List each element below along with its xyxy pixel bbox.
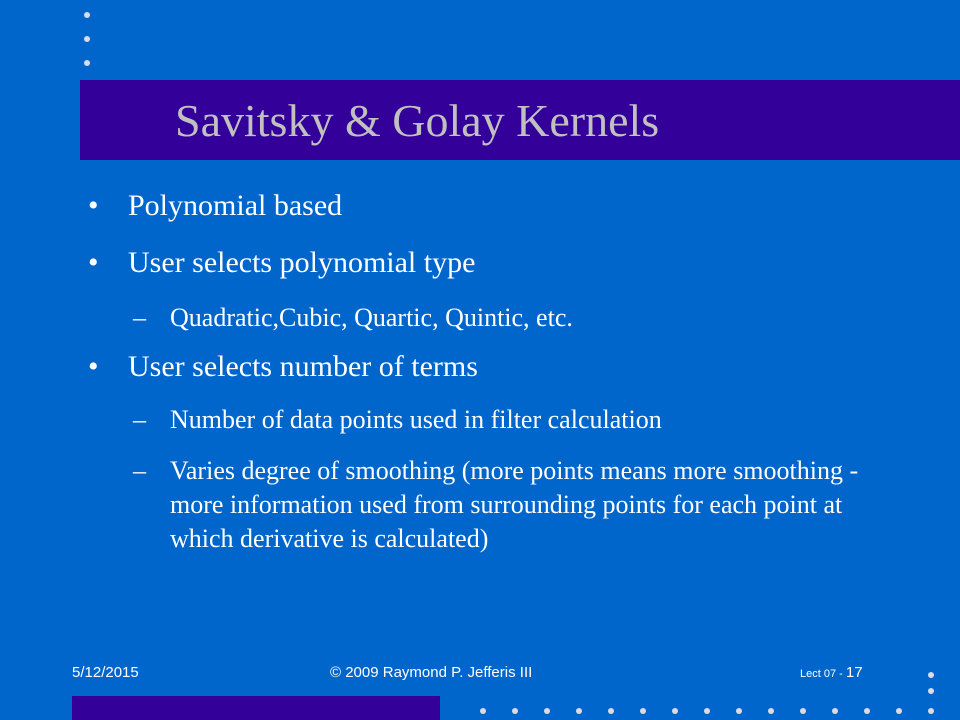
decorative-dot [608,708,614,714]
dash-mark: – [133,405,146,434]
decorative-dot [576,708,582,714]
footer-copyright: © 2009 Raymond P. Jefferis III [330,664,533,681]
decorative-dot [84,60,90,66]
decorative-dot [84,12,90,18]
bullet-mark: • [88,189,99,222]
decorative-dot [864,708,870,714]
decorative-dot [672,708,678,714]
bullet-mark: • [88,246,99,279]
sub-item-text: Number of data points used in filter calculation [170,405,662,434]
decorative-dot [928,708,934,714]
decorative-dot [800,708,806,714]
bottom-bar [72,696,440,720]
dash-mark: – [133,456,146,485]
bullet-text: User selects number of terms [128,350,478,383]
bullet-mark: • [88,350,99,383]
decorative-dot [928,688,934,694]
decorative-dot [928,672,934,678]
dash-mark: – [133,303,146,332]
decorative-dot [832,708,838,714]
decorative-dot [512,708,518,714]
bullet-text: User selects polynomial type [128,246,476,279]
sub-item-text: Quadratic,Cubic, Quartic, Quintic, etc. [170,303,573,332]
bullet-text: Polynomial based [128,189,343,222]
decorative-dot [640,708,646,714]
sub-item-text: Varies degree of smoothing (more points means more smoothing - more information used from surrounding points for each point at which derivative is calculated) [170,456,859,553]
decorative-dot [768,708,774,714]
footer-page-label [800,664,863,681]
decorative-dot [84,36,90,42]
decorative-dot [480,708,486,714]
footer-lecture-label: Lect 07 - [800,668,846,680]
decorative-dot [544,708,550,714]
slide-title: Savitsky & Golay Kernels [175,95,660,146]
footer-date: 5/12/2015 [72,664,139,681]
footer-page-number: 17 [845,664,863,681]
decorative-dot [736,708,742,714]
decorative-dot [704,708,710,714]
decorative-dot [896,708,902,714]
